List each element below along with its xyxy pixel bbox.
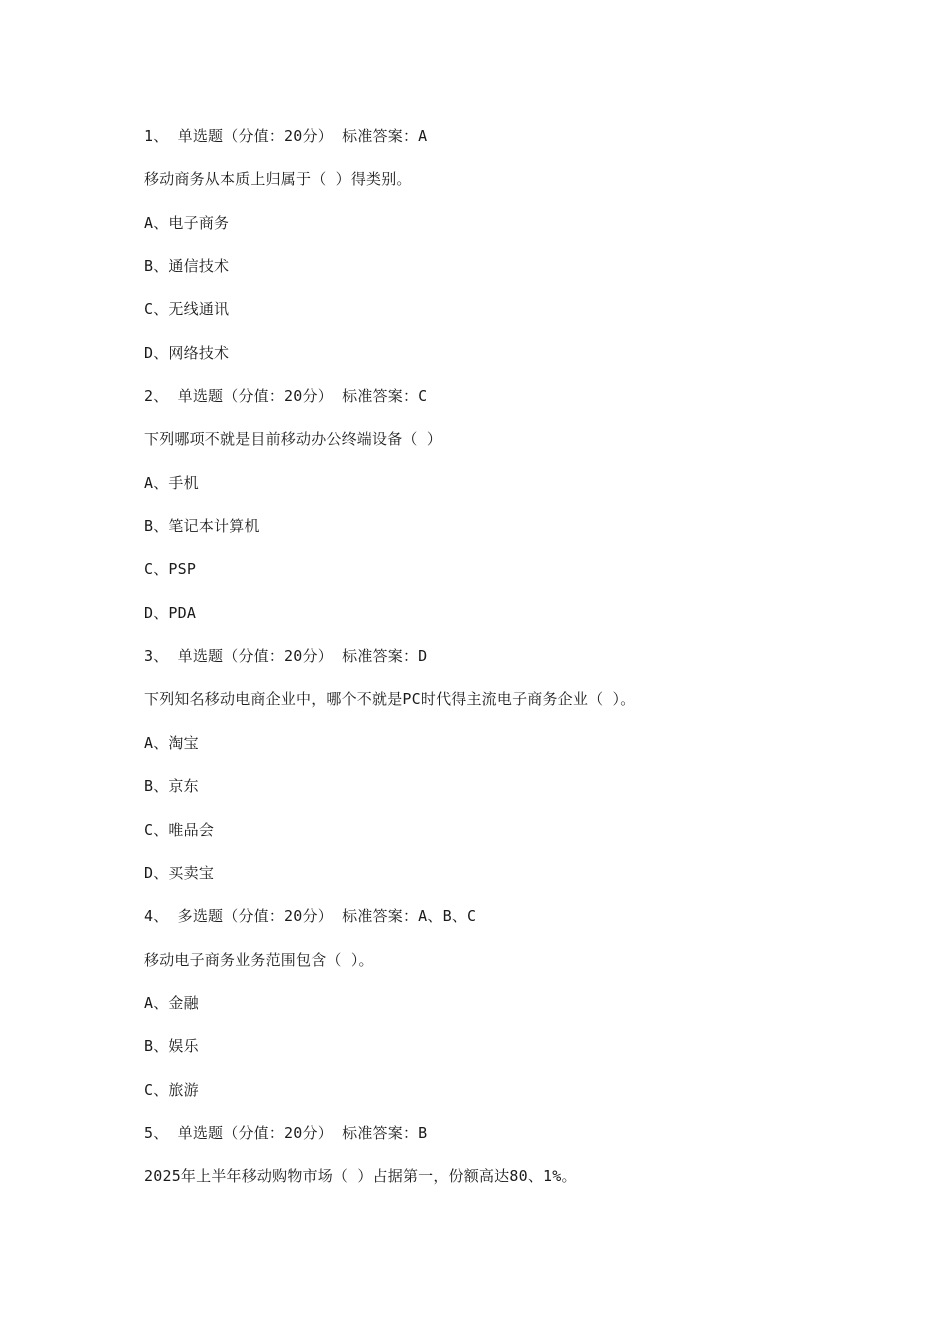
question-1-option-c: C、无线通讯 (144, 300, 230, 319)
question-2-option-c: C、PSP (144, 560, 197, 579)
question-5-header: 5、 单选题（分值：20分） 标准答案：B (144, 1123, 428, 1142)
question-1-option-b: B、通信技术 (144, 257, 230, 276)
question-1-header: 1、 单选题（分值：20分） 标准答案：A (144, 127, 428, 145)
question-3-option-d: D、买卖宝 (144, 863, 215, 882)
question-2-stem: 下列哪项不就是目前移动办公终端设备（ ） (144, 430, 443, 449)
question-2-option-a: A、手机 (144, 473, 199, 492)
question-list (144, 124, 904, 1208)
question-3-option-a: A、淘宝 (144, 733, 199, 752)
question-1-stem: 移动商务从本质上归属于（ ）得类别。 (144, 170, 412, 189)
question-2-option-d: D、PDA (144, 603, 197, 622)
question-2-option-b: B、笔记本计算机 (144, 517, 260, 536)
question-4-option-c: C、旅游 (144, 1080, 199, 1099)
question-3-option-b: B、京东 (144, 777, 199, 796)
question-4-option-b: B、娱乐 (144, 1037, 199, 1056)
question-5-stem: 2025年上半年移动购物市场（ ）占据第一，份额高达80、1%。 (144, 1167, 577, 1186)
question-4-header: 4、 多选题（分值：20分） 标准答案：A、B、C (144, 907, 477, 926)
question-3-option-c: C、唯品会 (144, 820, 215, 839)
question-4-stem: 移动电子商务业务范围包含（ ）。 (144, 950, 374, 969)
question-3-stem: 下列知名移动电商企业中，哪个不就是PC时代得主流电子商务企业（ ）。 (144, 690, 636, 709)
question-3-header: 3、 单选题（分值：20分） 标准答案：D (144, 647, 428, 666)
question-4-option-a: A、金融 (144, 993, 199, 1012)
question-1-option-d: D、网络技术 (144, 343, 230, 362)
question-2-header: 2、 单选题（分值：20分） 标准答案：C (144, 387, 428, 406)
question-1-option-a: A、电子商务 (144, 213, 230, 232)
